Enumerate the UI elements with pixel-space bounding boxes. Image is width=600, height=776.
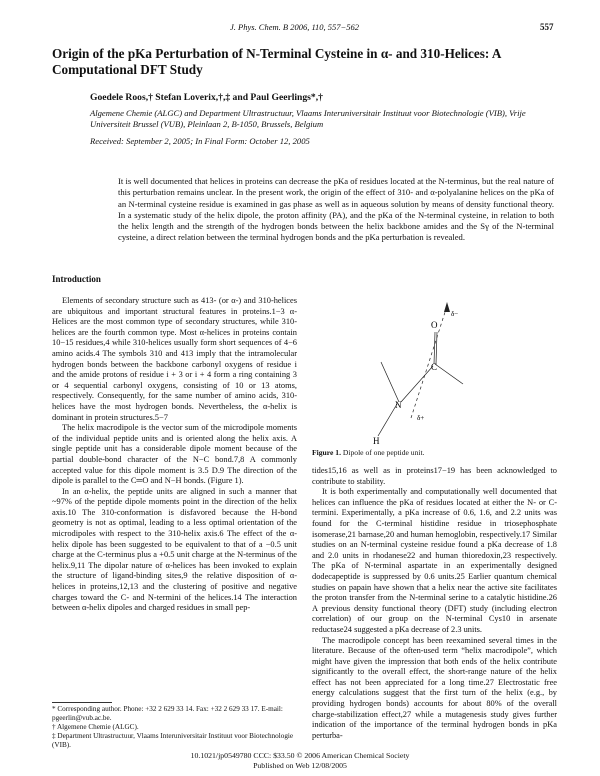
paragraph: In an α-helix, the peptide units are aligned in such a manner that ~97% of the peptide dipole moments point in the direction of the helix axis.10 The 310-conformation is disfavored because the H-bond geometry is not as optimal, leading to a less optimal orientation of the microdipoles with respect to the 310-helix axis.6 The effect of the α-helix dipole has been suggested to be equivalent to that of a −0.5 unit charge at the C-terminus plus a +0.5 unit charge at the N-terminus of the helix.9,11 The dipolar nature of α-helices has been invoked to explain the structure of ligand-binding sites,9 the relative disposition of α-helices in proteins,12,13 and the clustering of positive and negative charges toward the C- and N-termini of the helices.14 The interaction between α-helix dipoles and charged residues in small pep-: [52, 486, 297, 613]
paragraph: tides15,16 as well as in proteins17−19 has been acknowledged to contribute to stability.: [312, 466, 557, 486]
figure-caption: [312, 448, 557, 457]
caption-text: Dipole of one peptide unit.: [342, 448, 425, 457]
partial-charge-minus: δ−: [451, 310, 459, 318]
affiliation: Algemene Chemie (ALGC) and Department Ultrastructuur, Vlaams Interuniversitair Instituut voor Biotechnologie (VIB), Vrije Universiteit Brussel (VUB), Pleinlaan 2, B-1050, Brussels, Belgium: [90, 108, 526, 129]
paragraph: Elements of secondary structure such as 413- (or α-) and 310-helices are ubiquitous and important structural features in proteins.1−3 α-Helices are the most common type of secondary structures, while 310-helices are the fourth common type. Most α-helices in proteins contain 10−15 residues,4 while 310-helices usually form short sequences of 4−6 amino acids.4 The symbols 310 and 413 imply that the intramolecular hydrogen bonds between the backbone carbonyl oxygens of residue i and the amide protons of residue i + 3 or i + 4 form a ring containing 3 or 4 sequential carbonyl oxygens, consisting of 10 or 13 atoms, respectively. Consequently, for the same number of amino acids, 310-helices have the most hydrogen bonds. Nevertheless, the α-helix is dominant in protein structures.5−7: [52, 296, 297, 422]
journal-header: J. Phys. Chem. B 2006, 110, 557−562: [230, 22, 360, 32]
atom-label-c: C: [431, 362, 438, 372]
paragraph: It is both experimentally and computationally well documented that helices can influence the pKa of residues located at either the N- or C-termini. Experimentally, a pKa increase of 0.6, 1.6, and 2.2 units was found for the C-terminal histidine residue in triosephosphate isomerase,21 barnase,20 and human hemoglobin, respectively.17 Similar studies on an N-terminal cysteine residue found a pKa decrease of 1.8 and 2.0 units in rhodanese22 and human thioredoxin,23 respectively. The pKa of N-terminal aspartate in an experimentally designed dodecapeptide is suppressed by 0.6 units.25 Earlier quantum chemical studies on papain have shown that a helix near the active site facilitates the proton transfer from the N-terminal serine to a catalytic histidine.26 A previous density functional theory (DFT) study (including electron correlation) of our group on the N-terminal Cys10 in arsenate reductase24 suggested a pKa decrease of 2.3 units.: [312, 487, 557, 634]
published-line: Published on Web 12/08/2005: [253, 761, 347, 770]
atom-label-o: O: [431, 320, 438, 330]
bond-line: [401, 366, 433, 402]
footnote: ‡ Department Ultrastructuur, Vlaams Interuniversitair Instituut voor Biotechnologie (VIB).: [52, 732, 294, 749]
arrow-head: [444, 302, 450, 312]
right-column: [312, 466, 557, 741]
atom-label-h: H: [373, 436, 380, 444]
page-number: 557: [540, 22, 554, 32]
footnote: † Algemene Chemie (ALGC).: [52, 723, 139, 731]
atom-label-n: N: [395, 400, 402, 410]
caption-label: Figure 1.: [312, 448, 341, 457]
footnotes: [52, 705, 297, 750]
footnote-rule: [52, 702, 112, 703]
left-column: [52, 296, 297, 614]
figure-peptide-dipole: [345, 288, 505, 444]
bond-line: [434, 332, 435, 364]
bond-line: [381, 362, 399, 402]
page-footer: [0, 751, 600, 771]
abstract: It is well documented that helices in proteins can decrease the pKa of residues located at the N-terminus, but the real nature of this perturbation remains unclear. In the present work, the origin of the effect of 310- and α-polyalanine helices on the pKa of an N-terminal cysteine residue is examined in gas phase as well as in aqueous solution by means of density functional theory. In a systematic study of the helix dipole, the proton affinity (PA), and the pKa of the N-terminal cysteine, in relation to both the helix length and the strength of the hydrogen bonds between the helix backbone amides and the Sγ of the N-terminal cysteine, a direct relation between the terminal hydrogen bonds and the pKa perturbation is revealed.: [118, 176, 554, 243]
footnote: * Corresponding author. Phone: +32 2 629 33 14. Fax: +32 2 629 33 17. E-mail: pgeerlin@vub.ac.be.: [52, 705, 283, 722]
paragraph: The helix macrodipole is the vector sum of the microdipole moments of the individual peptide units and is oriented along the helix axis. A single peptide unit has a considerable dipole moment because of the partial double-bond character of the N−C bond.7,8 A commonly accepted value for this dipole moment is 3.5 D.9 The direction of the dipole is parallel to the C═O and N−H bonds. (Figure 1).: [52, 423, 297, 486]
partial-charge-plus: δ+: [417, 414, 425, 422]
doi-line: 10.1021/jp0549780 CCC: $33.50 © 2006 American Chemical Society: [190, 751, 410, 760]
received-dates: Received: September 2, 2005; In Final Form: October 12, 2005: [90, 136, 310, 146]
dipole-arrow: [411, 306, 447, 418]
paragraph: The macrodipole concept has been reexamined several times in the literature. Because of the often-used term “helix macrodipole”, which might have given the impression that both ends of the helix contribute significantly to the overall effect, the short-range nature of the helix effect has not been appreciated for a long time.27 Electrostatic free energy calculations suggest that the first turn of the helix (e.g., by providing hydrogen bonds) accounts for about 80% of the overall charge-stabilization effect,27 while a mutagenesis study gives further indication of the importance of the terminal hydrogen bonds in pKa perturba-: [312, 635, 557, 740]
author-list: Goedele Roos,† Stefan Loverix,†,‡ and Paul Geerlings*,†: [90, 92, 323, 103]
section-heading-introduction: Introduction: [52, 274, 101, 284]
paper-title: Origin of the pKa Perturbation of N-Terminal Cysteine in α- and 310-Helices: A Computational DFT Study: [52, 46, 501, 77]
bond-line: [435, 364, 463, 384]
